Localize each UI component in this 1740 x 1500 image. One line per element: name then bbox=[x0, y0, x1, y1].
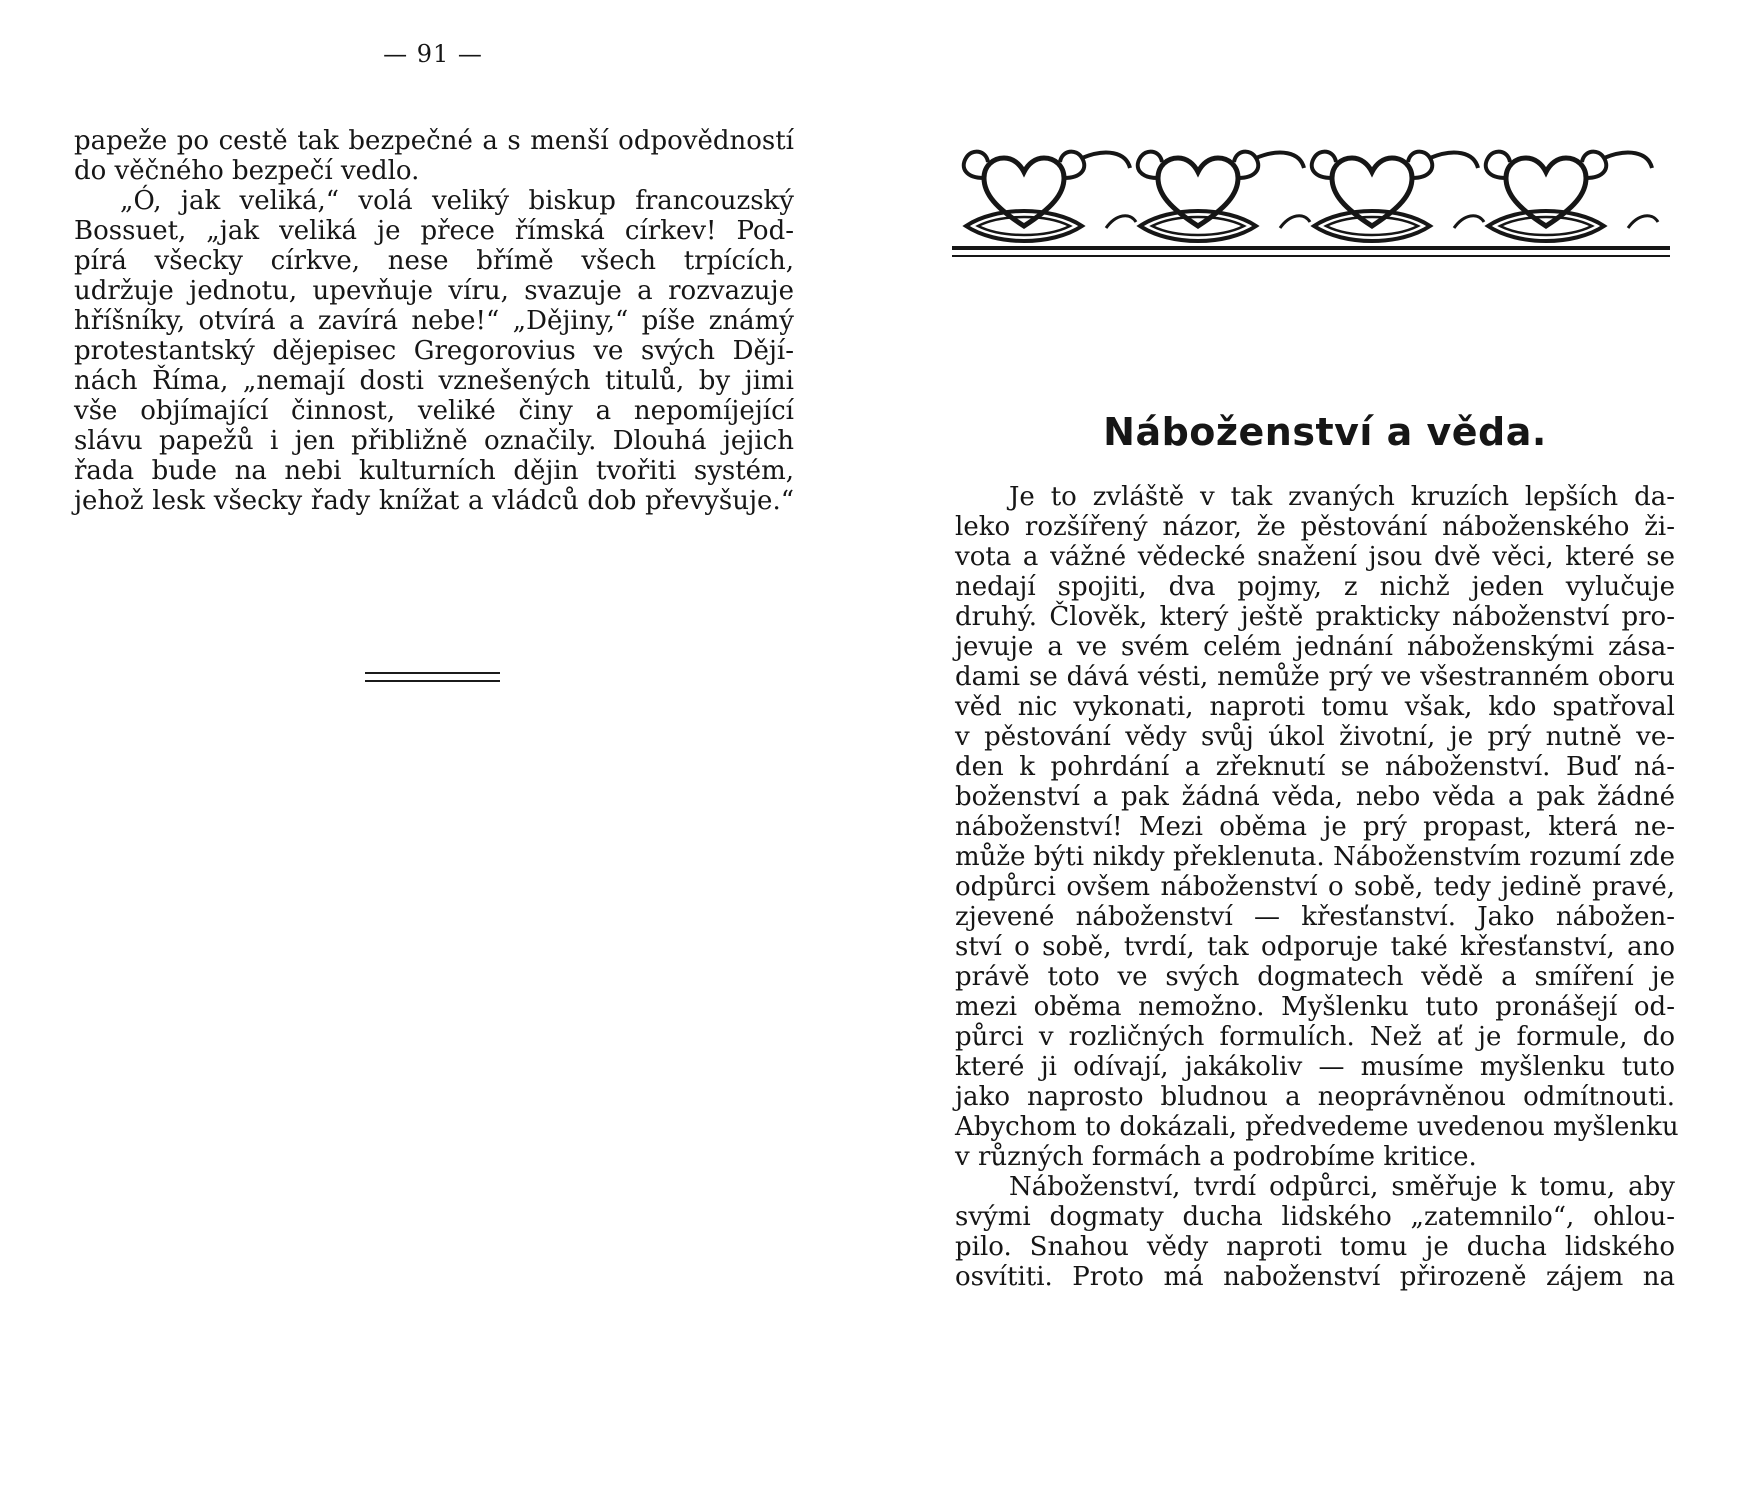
text-line: náboženství! Mezi oběma je prý propast, která ne- bbox=[955, 812, 1675, 842]
text-line: vše objímající činnost, veliké činy a nepomíjející bbox=[74, 396, 794, 426]
heart-interlace-ornament-icon bbox=[952, 138, 1670, 258]
rule-line bbox=[365, 672, 500, 674]
text-line: může býti nikdy překlenuta. Náboženstvím rozumí zde bbox=[955, 842, 1675, 872]
text-line: nách Říma, „nemají dosti vznešených titulů, by jimi bbox=[74, 366, 794, 396]
paragraph-1 bbox=[955, 482, 1679, 1172]
text-line: osvítiti. Proto má naboženství přirozeně zájem na bbox=[955, 1262, 1675, 1292]
text-line: mezi oběma nemožno. Myšlenku tuto pronášejí od- bbox=[955, 992, 1675, 1022]
text-line: dami se dává vésti, nemůže prý ve všestranném oboru bbox=[955, 662, 1675, 692]
text-line: právě toto ve svých dogmatech vědě a smíření je bbox=[955, 962, 1675, 992]
text-line: slávu papežů i jen přibližně označily. Dlouhá jejich bbox=[74, 426, 794, 456]
page-number: — 91 — bbox=[383, 40, 483, 68]
text-line: věd nic vykonati, naproti tomu však, kdo spatřoval bbox=[955, 692, 1675, 722]
text-line: v pěstování vědy svůj úkol životní, je prý nutně ve- bbox=[955, 722, 1675, 752]
text-line: v různých formách a podrobíme kritice. bbox=[955, 1142, 1477, 1172]
text-line: leko rozšířený názor, že pěstování náboženského ži- bbox=[955, 512, 1675, 542]
paragraph-2 bbox=[955, 1172, 1675, 1292]
rule-line bbox=[365, 680, 500, 682]
left-column-text bbox=[74, 126, 794, 516]
ornament-heart-unit bbox=[1312, 152, 1484, 241]
text-line: hříšníky, otvírá a zavírá nebe!“ „Dějiny,“ píše známý bbox=[74, 306, 794, 336]
text-line: Náboženství, tvrdí odpůrci, směřuje k tomu, aby bbox=[1009, 1172, 1675, 1202]
text-line: protestantský dějepisec Gregorovius ve svých Dějí- bbox=[74, 336, 794, 366]
text-line: jehož lesk všecky řady knížat a vládců dob převyšuje.“ bbox=[74, 486, 794, 516]
ornament-heart-unit bbox=[964, 152, 1136, 241]
text-line: boženství a pak žádná věda, nebo věda a pak žádné bbox=[955, 782, 1675, 812]
text-line: „Ó, jak veliká,“ volá veliký biskup francouzský bbox=[120, 186, 794, 216]
ornament-heart-unit bbox=[1486, 152, 1658, 241]
text-line: odpůrci ovšem náboženství o sobě, tedy jedině pravé, bbox=[955, 872, 1675, 902]
text-line: ství o sobě, tvrdí, tak odporuje také křesťanství, ano bbox=[955, 932, 1675, 962]
text-line: nedají spojiti, dva pojmy, z nichž jeden vylučuje bbox=[955, 572, 1675, 602]
text-line: papeže po cestě tak bezpečné a s menší odpovědností bbox=[74, 126, 794, 156]
section-end-rule bbox=[365, 672, 500, 682]
text-line: které ji odívají, jakákoliv — musíme myšlenku tuto bbox=[955, 1052, 1675, 1082]
text-line: řada bude na nebi kulturních dějin tvořiti systém, bbox=[74, 456, 794, 486]
text-line: udržuje jednotu, upevňuje víru, svazuje a rozvazuje bbox=[74, 276, 794, 306]
left-paragraph bbox=[74, 126, 794, 516]
text-line: půrci v rozličných formulích. Než ať je formule, do bbox=[955, 1022, 1675, 1052]
text-line: jevuje a ve svém celém jednání náboženskými zása- bbox=[955, 632, 1675, 662]
text-line: vota a vážné vědecké snažení jsou dvě věci, které se bbox=[955, 542, 1675, 572]
right-column-text bbox=[955, 482, 1679, 1292]
text-line: den k pohrdání a zřeknutí se náboženství. Buď ná- bbox=[955, 752, 1675, 782]
text-line: jako naprosto bludnou a neoprávněnou odmítnouti. bbox=[955, 1082, 1675, 1112]
text-line: svými dogmaty ducha lidského „zatemnilo“, ohlou- bbox=[955, 1202, 1675, 1232]
text-line: Je to zvláště v tak zvaných kruzích lepších da- bbox=[1009, 482, 1675, 512]
ornament-heart-unit bbox=[1138, 152, 1310, 241]
text-line: do věčného bezpečí vedlo. bbox=[74, 156, 420, 186]
text-line: Abychom to dokázali, předvedeme uvedenou myšlenku bbox=[955, 1112, 1679, 1142]
text-line: pilo. Snahou vědy naproti tomu je ducha lidského bbox=[955, 1232, 1675, 1262]
text-line: Bossuet, „jak veliká je přece římská církev! Pod- bbox=[74, 216, 794, 246]
text-line: druhý. Člověk, který ještě prakticky náboženství pro- bbox=[955, 602, 1675, 632]
text-line: zjevené náboženství — křesťanství. Jako nábožen- bbox=[955, 902, 1675, 932]
text-line: pírá všecky církve, nese břímě všech trpících, bbox=[74, 246, 794, 276]
chapter-heading: Náboženství a věda. bbox=[1103, 410, 1547, 454]
